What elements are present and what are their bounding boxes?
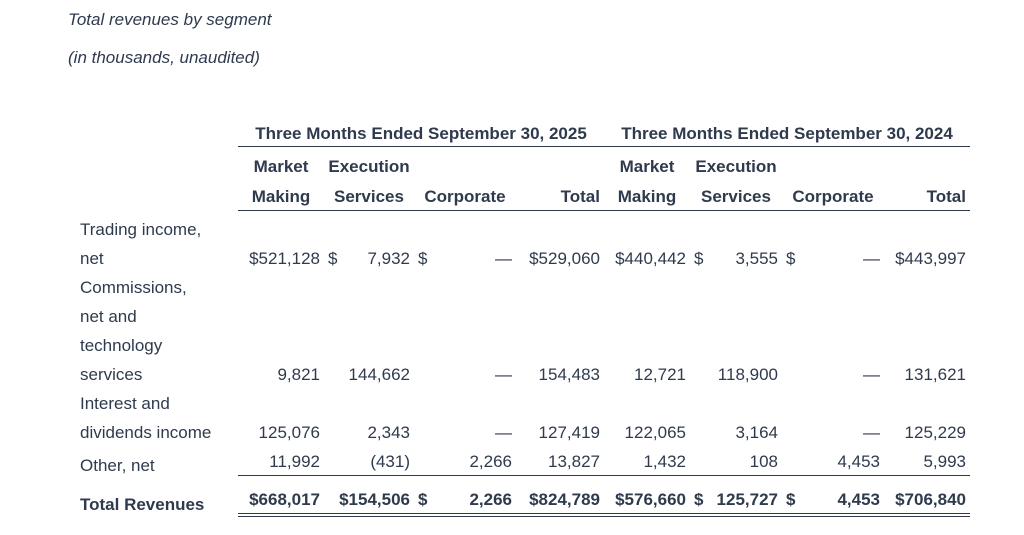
cell-value: 12,721 bbox=[634, 365, 686, 384]
cell-value: 1,432 bbox=[604, 443, 690, 476]
header-making-2025: Making bbox=[238, 179, 324, 211]
cell-value: 7,932 bbox=[367, 249, 410, 268]
revenue-by-segment-table bbox=[76, 118, 970, 517]
cell-value: 108 bbox=[690, 443, 782, 476]
cell-value: — bbox=[863, 423, 880, 442]
column-header-row-2 bbox=[76, 179, 970, 211]
cell-currency: $ bbox=[786, 249, 796, 268]
cell-value: $440,442 bbox=[615, 249, 686, 268]
cell-value: 127,419 bbox=[538, 423, 600, 442]
cell-value: 4,453 bbox=[802, 476, 884, 516]
cell-value: — bbox=[863, 249, 880, 268]
cell-value: 9,821 bbox=[277, 365, 320, 384]
table-row bbox=[76, 240, 970, 269]
cell-value: $824,789 bbox=[516, 476, 604, 516]
cell-value: 4,453 bbox=[782, 443, 884, 476]
header-execution-services-2025: Execution bbox=[328, 157, 410, 176]
cell-value: 118,900 bbox=[717, 365, 778, 384]
header-total-2025: Total bbox=[516, 179, 604, 211]
row-label: net and bbox=[80, 307, 137, 326]
row-label: Trading income, bbox=[80, 220, 202, 239]
table-row bbox=[76, 414, 970, 443]
cell-value: — bbox=[495, 365, 512, 384]
cell-currency: $ bbox=[782, 476, 802, 516]
column-header-row-1 bbox=[76, 147, 970, 180]
cell-value: 125,229 bbox=[904, 423, 966, 442]
header-corporate-2025: Corporate bbox=[414, 179, 516, 211]
table-row bbox=[76, 298, 970, 327]
cell-value: $154,506 bbox=[324, 476, 414, 516]
cell-value: (431) bbox=[324, 443, 414, 476]
cell-value: 13,827 bbox=[516, 443, 604, 476]
cell-currency: $ bbox=[418, 249, 428, 268]
cell-value: $706,840 bbox=[884, 476, 970, 516]
table-row bbox=[76, 211, 970, 241]
table-row bbox=[76, 443, 970, 476]
cell-currency: $ bbox=[690, 476, 710, 516]
header-corporate-2024: Corporate bbox=[782, 179, 884, 211]
table-row bbox=[76, 385, 970, 414]
period-2025-header: Three Months Ended September 30, 2025 bbox=[238, 118, 604, 147]
table-row bbox=[76, 356, 970, 385]
cell-value: 2,266 bbox=[414, 443, 516, 476]
row-label: Interest and bbox=[80, 394, 170, 413]
cell-value: 144,662 bbox=[348, 365, 410, 384]
row-label: Other, net bbox=[80, 455, 155, 475]
cell-currency: $ bbox=[694, 249, 704, 268]
row-label: Total Revenues bbox=[80, 495, 205, 514]
header-market-making-2025: Market bbox=[253, 157, 309, 176]
cell-value: — bbox=[495, 423, 512, 442]
cell-value: 3,555 bbox=[735, 249, 778, 268]
cell-value: $576,660 bbox=[604, 476, 690, 516]
header-market-making-2024: Market bbox=[619, 157, 675, 176]
cell-value: 131,621 bbox=[904, 365, 966, 384]
table-subtitle: (in thousands, unaudited) bbox=[68, 48, 260, 67]
header-services-2025: Services bbox=[324, 179, 414, 211]
header-services-2024: Services bbox=[690, 179, 782, 211]
cell-value: $529,060 bbox=[529, 249, 600, 268]
cell-value: 3,164 bbox=[735, 423, 778, 442]
header-making-2024: Making bbox=[604, 179, 690, 211]
table-row bbox=[76, 269, 970, 298]
row-label: Commissions, bbox=[80, 278, 187, 297]
table-title: Total revenues by segment bbox=[68, 10, 272, 29]
cell-value: 2,343 bbox=[367, 423, 410, 442]
cell-currency: $ bbox=[328, 249, 338, 268]
cell-value: 125,727 bbox=[710, 476, 782, 516]
row-label: net bbox=[80, 249, 104, 268]
cell-currency: $ bbox=[414, 476, 434, 516]
cell-value: 125,076 bbox=[258, 423, 320, 442]
cell-value: 2,266 bbox=[434, 476, 516, 516]
header-total-2024: Total bbox=[884, 179, 970, 211]
cell-value: 122,065 bbox=[624, 423, 686, 442]
cell-value: $443,997 bbox=[895, 249, 966, 268]
cell-value: $668,017 bbox=[238, 476, 324, 516]
header-execution-services-2024: Execution bbox=[695, 157, 777, 176]
cell-value: — bbox=[495, 249, 512, 268]
table-row bbox=[76, 327, 970, 356]
period-header-row bbox=[76, 118, 970, 147]
cell-value: — bbox=[863, 365, 880, 384]
cell-value: 154,483 bbox=[538, 365, 600, 384]
cell-value: 5,993 bbox=[884, 443, 970, 476]
row-label: services bbox=[80, 365, 143, 384]
cell-value: 11,992 bbox=[238, 443, 324, 476]
row-label: dividends income bbox=[80, 423, 212, 442]
row-label: technology bbox=[80, 336, 163, 355]
period-2024-header: Three Months Ended September 30, 2024 bbox=[604, 118, 970, 147]
cell-value: $521,128 bbox=[249, 249, 320, 268]
total-row bbox=[76, 476, 970, 516]
